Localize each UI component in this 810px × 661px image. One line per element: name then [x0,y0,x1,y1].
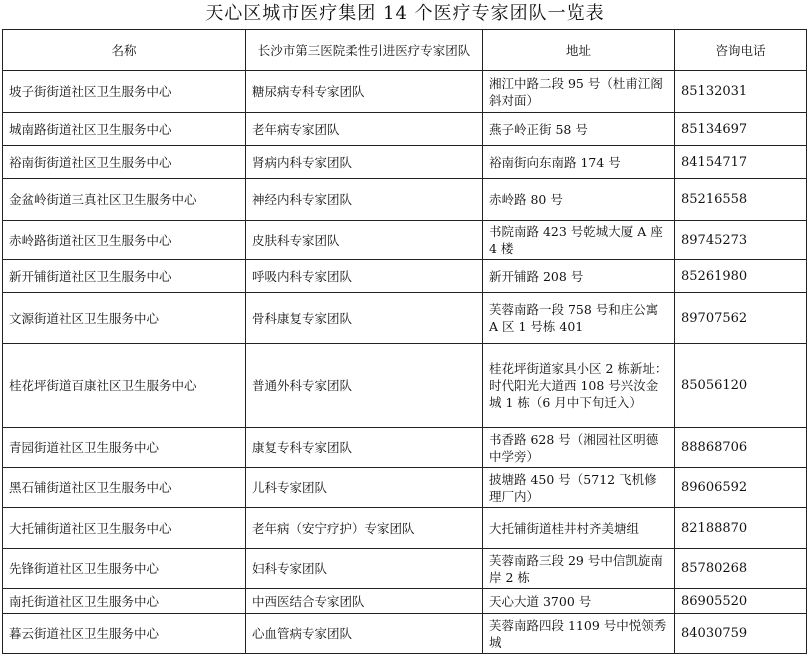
cell-address: 书香路 628 号（湘园社区明德中学旁） [483,428,675,468]
table-row [3,589,807,614]
table-row [3,260,807,293]
table-row [3,428,807,468]
table-row [3,293,807,344]
cell-address: 裕南街向东南路 174 号 [483,146,675,179]
cell-phone: 89707562 [675,293,807,344]
cell-name: 赤岭路街道社区卫生服务中心 [3,221,246,260]
table-row [3,468,807,508]
cell-address: 湘江中路二段 95 号（杜甫江阁斜对面） [483,71,675,113]
cell-team: 神经内科专家团队 [246,179,483,221]
cell-team: 糖尿病专科专家团队 [246,71,483,113]
table-row [3,221,807,260]
cell-team: 肾病内科专家团队 [246,146,483,179]
cell-team: 中西医结合专家团队 [246,589,483,614]
cell-address: 燕子岭正街 58 号 [483,113,675,146]
cell-name: 大托铺街道社区卫生服务中心 [3,508,246,549]
cell-team: 骨科康复专家团队 [246,293,483,344]
cell-team: 普通外科专家团队 [246,344,483,428]
cell-name: 金盆岭街道三真社区卫生服务中心 [3,179,246,221]
cell-address: 披塘路 450 号（5712 飞机修理厂内） [483,468,675,508]
cell-name: 坡子街街道社区卫生服务中心 [3,71,246,113]
header-team: 长沙市第三医院柔性引进医疗专家团队 [246,30,483,71]
cell-name: 桂花坪街道百康社区卫生服务中心 [3,344,246,428]
cell-address: 芙蓉南路一段 758 号和庄公寓 A 区 1 号栋 401 [483,293,675,344]
cell-team: 康复专科专家团队 [246,428,483,468]
cell-phone: 85132031 [675,71,807,113]
table-row [3,113,807,146]
cell-address: 芙蓉南路三段 29 号中信凯旋南岸 2 栋 [483,549,675,589]
table-row [3,146,807,179]
cell-phone: 84030759 [675,614,807,654]
table-row [3,614,807,654]
cell-name: 暮云街道社区卫生服务中心 [3,614,246,654]
table-row [3,549,807,589]
cell-name: 先锋街道社区卫生服务中心 [3,549,246,589]
cell-name: 裕南街街道社区卫生服务中心 [3,146,246,179]
cell-name: 新开铺街道社区卫生服务中心 [3,260,246,293]
cell-phone: 88868706 [675,428,807,468]
cell-name: 文源街道社区卫生服务中心 [3,293,246,344]
team-table [2,29,807,654]
cell-phone: 85216558 [675,179,807,221]
cell-name: 南托街道社区卫生服务中心 [3,589,246,614]
table-row [3,508,807,549]
table-row [3,179,807,221]
header-phone: 咨询电话 [675,30,807,71]
cell-phone: 85134697 [675,113,807,146]
cell-address: 书院南路 423 号乾城大厦 A 座 4 楼 [483,221,675,260]
cell-address: 芙蓉南路四段 1109 号中悦领秀城 [483,614,675,654]
cell-team: 心血管病专家团队 [246,614,483,654]
cell-team: 皮肤科专家团队 [246,221,483,260]
cell-address: 赤岭路 80 号 [483,179,675,221]
header-address: 地址 [483,30,675,71]
cell-phone: 85780268 [675,549,807,589]
cell-address: 桂花坪街道家具小区 2 栋新址：时代阳光大道西 108 号兴汝金城 1 栋（6 月中下旬迁入） [483,344,675,428]
cell-address: 新开铺路 208 号 [483,260,675,293]
cell-team: 老年病（安宁疗护）专家团队 [246,508,483,549]
page-title: 天心区城市医疗集团 14 个医疗专家团队一览表 [205,3,605,24]
cell-phone: 86905520 [675,589,807,614]
cell-address: 大托铺街道桂井村齐美塘组 [483,508,675,549]
cell-phone: 89745273 [675,221,807,260]
table-row [3,71,807,113]
cell-team: 老年病专家团队 [246,113,483,146]
cell-team: 呼吸内科专家团队 [246,260,483,293]
table-row [3,344,807,428]
cell-name: 黑石铺街道社区卫生服务中心 [3,468,246,508]
header-name: 名称 [3,30,246,71]
table-header-row [3,30,807,71]
cell-phone: 89606592 [675,468,807,508]
cell-team: 妇科专家团队 [246,549,483,589]
cell-phone: 85056120 [675,344,807,428]
cell-team: 儿科专家团队 [246,468,483,508]
cell-phone: 85261980 [675,260,807,293]
cell-phone: 82188870 [675,508,807,549]
cell-phone: 84154717 [675,146,807,179]
cell-name: 城南路街道社区卫生服务中心 [3,113,246,146]
cell-name: 青园街道社区卫生服务中心 [3,428,246,468]
cell-address: 天心大道 3700 号 [483,589,675,614]
